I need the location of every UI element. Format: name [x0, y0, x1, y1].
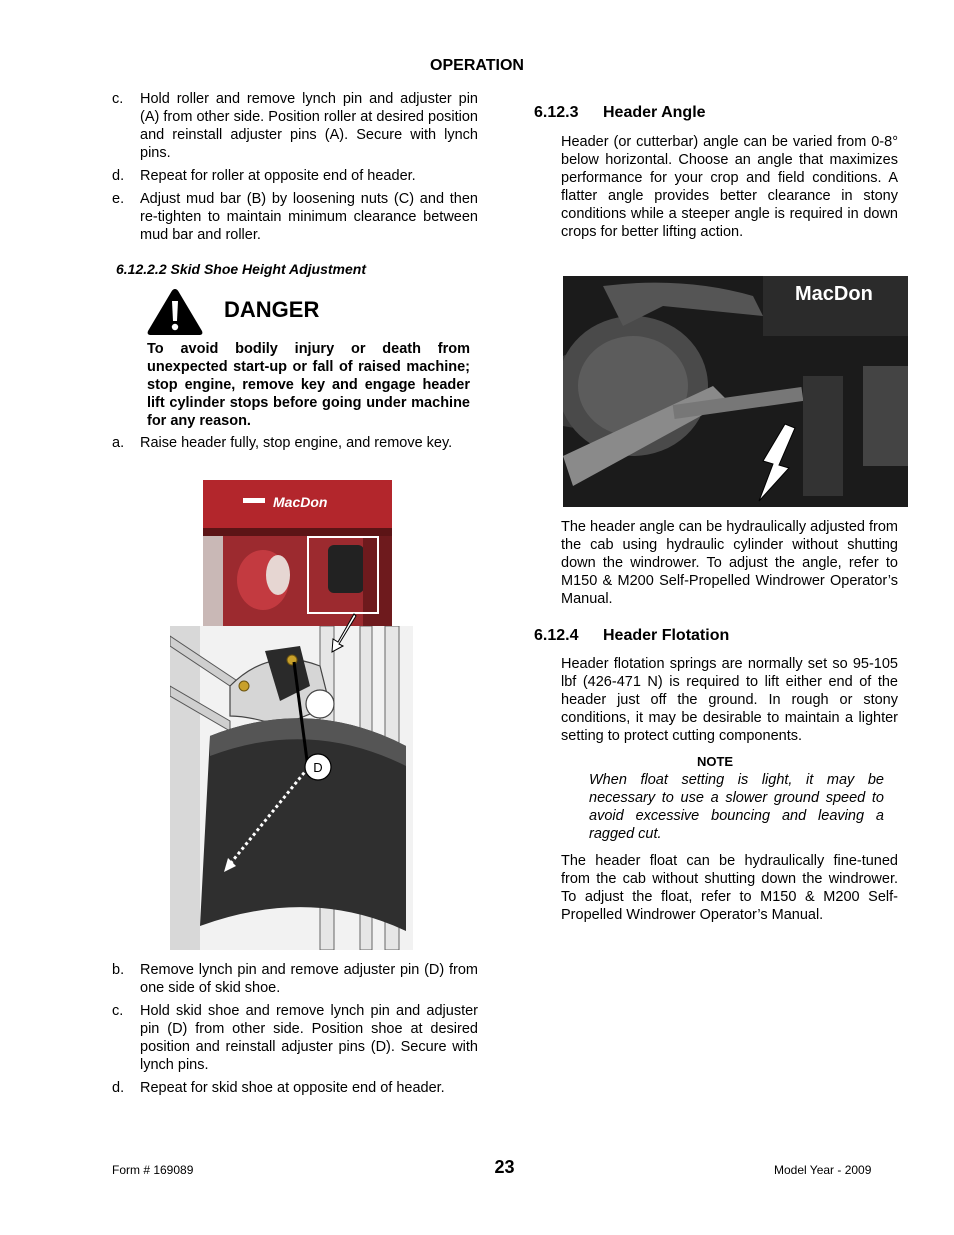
header-flotation-para-2: The header float can be hydraulically fine-tuned from the cab without shutting down the windrower. To adjust the float, refer to M150 & M200 Self-Propelled Windrower Operator’s Manual. [561, 853, 898, 923]
step-letter: c. [112, 91, 124, 107]
subsection-title: 6.12.2.2 Skid Shoe Height Adjustment [116, 261, 366, 277]
danger-heading: DANGER [224, 297, 320, 322]
step-text: Raise header fully, stop engine, and remove key. [140, 435, 453, 451]
step-text: Remove lynch pin and remove adjuster pin (D) from one side of skid shoe. [140, 962, 478, 996]
section-title: Header Angle [603, 104, 706, 121]
header-angle-para-1: Header (or cutterbar) angle can be varied from 0-8° below horizontal. Choose an angle that maximizes performance for your crop and field conditions. A flatter angle provides better clearance in stony conditions while a steeper angle is required in down crops for better lifting action. [561, 134, 898, 240]
danger-text: To avoid bodily injury or death from unexpected start-up or fall of raised machine; stop engine, remove key and engage header lift cylinder stops before going under machine for any reason. [147, 341, 470, 429]
step-text: Hold roller and remove lynch pin and adjuster pin (A) from other side. Position roller at desired position and reinstall adjuster pins (A). Secure with lynch pins. [140, 91, 478, 161]
step-text: Repeat for skid shoe at opposite end of header. [140, 1080, 445, 1096]
note-title: NOTE [696, 754, 734, 769]
list-item [112, 190, 478, 244]
list-item [112, 1079, 478, 1097]
page-header: OPERATION [430, 57, 524, 74]
footer-form-number: Form # 169089 [112, 1163, 194, 1177]
left-steps-top [112, 90, 478, 244]
list-item [112, 90, 478, 162]
step-text: Adjust mud bar (B) by loosening nuts (C) and then re-tighten to maintain minimum clearance between mud bar and roller. [140, 191, 478, 243]
photo-brand-text: MacDon [273, 494, 328, 510]
connector-arrow [330, 612, 360, 654]
step-letter: d. [112, 168, 125, 184]
section-title: Header Flotation [603, 627, 730, 644]
step-letter: a. [112, 435, 125, 451]
header-flotation-para-1: Header flotation springs are normally set so 95-105 lbf (426-471 N) is required to lift either end of the header just off the ground. In rough or stony conditions, it may be desirable to maintain a lighter setting to protect cutting components. [561, 656, 898, 744]
header-angle-photo [563, 276, 908, 507]
step-letter: b. [112, 962, 125, 978]
skid-shoe-photo [203, 480, 392, 626]
step-text: Repeat for roller at opposite end of header. [140, 168, 416, 184]
list-item [112, 167, 478, 185]
skid-shoe-drawing [170, 626, 413, 950]
list-item [112, 1002, 478, 1074]
step-letter: d. [112, 1080, 125, 1096]
warning-icon [146, 287, 204, 337]
callout-label: D [313, 760, 323, 775]
section-header-angle-title [534, 104, 900, 122]
left-steps-bottom [112, 961, 478, 1097]
step-letter: c. [112, 1003, 124, 1019]
photo-brand-text: MacDon [795, 283, 873, 305]
header-angle-para-2: The header angle can be hydraulically adjusted from the cab using hydraulic cylinder without shutting down the windrower. To adjust the angle, refer to M150 & M200 Self-Propelled Windrower Operator’s Manual. [561, 519, 898, 607]
step-letter: e. [112, 191, 125, 207]
list-item [112, 961, 478, 997]
list-item [112, 434, 478, 452]
left-step-a [112, 434, 478, 452]
step-text: Hold skid shoe and remove lynch pin and adjuster pin (D) from other side. Position shoe at desired position and reinstall adjuster pins (D). Secure with lynch pins. [140, 1003, 478, 1073]
section-header-flotation-title [534, 627, 900, 645]
section-number: 6.12.3 [534, 104, 579, 121]
section-number: 6.12.4 [534, 627, 579, 644]
page-number: 23 [494, 1157, 515, 1177]
note-text: When float setting is light, it may be necessary to use a slower ground speed to avoid excessive bouncing and leaving a ragged cut. [589, 772, 884, 842]
footer-model-year: Model Year - 2009 [774, 1163, 872, 1177]
